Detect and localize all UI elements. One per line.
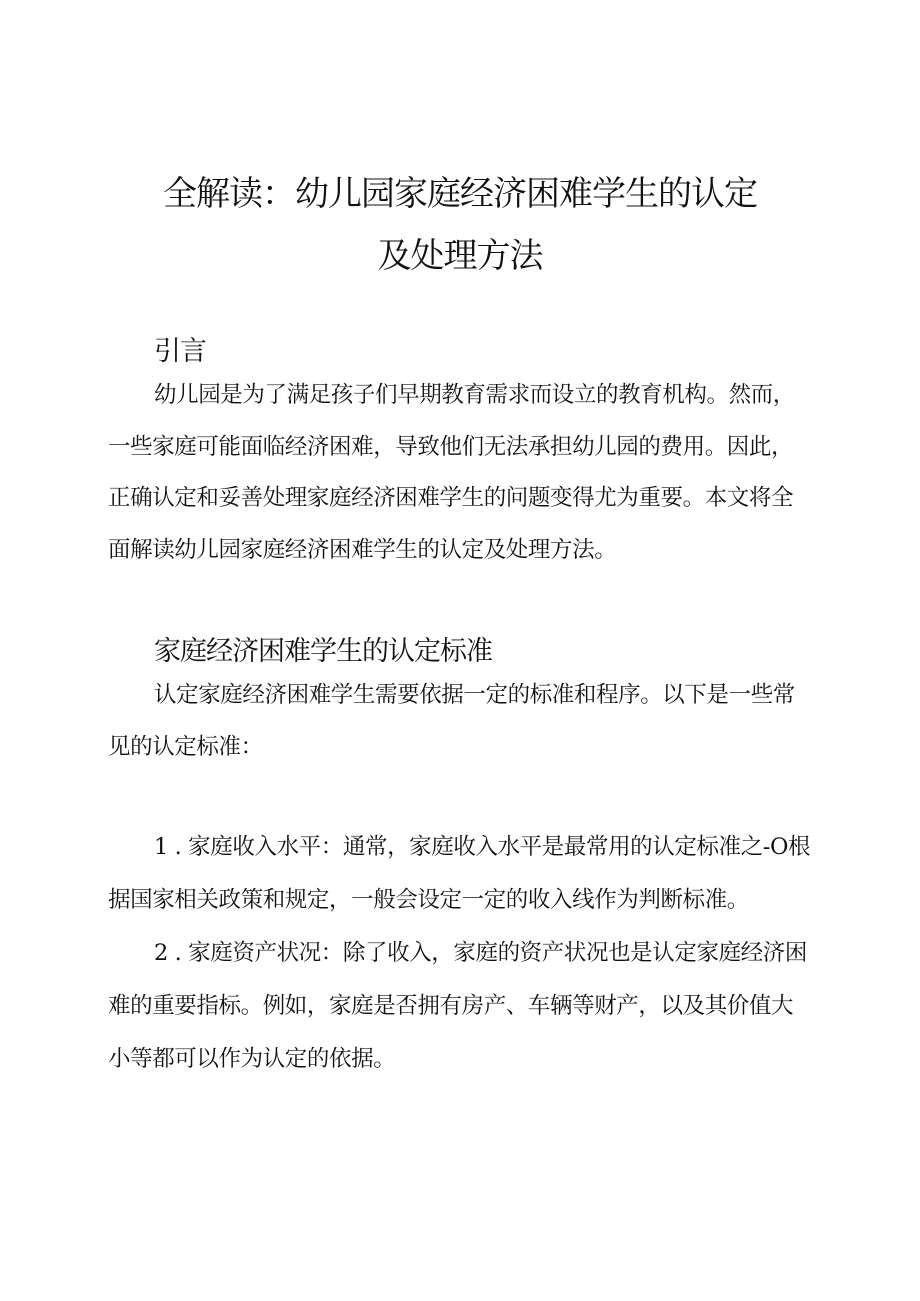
page-title-line-1: 全解读：幼儿园家庭经济困难学生的认定 <box>163 174 757 214</box>
criteria-item-income: 1 . 家庭收入水平：通常，家庭收入水平是最常用的认定标准之-O根据国家相关政策和规定，一般会设定一定的收入线作为判断标准。 <box>108 834 811 913</box>
section-heading-criteria: 家庭经济困难学生的认定标准 <box>154 636 492 667</box>
section-heading-intro: 引言 <box>154 336 206 367</box>
intro-paragraph: 幼儿园是为了满足孩子们早期教育需求而设立的教育机构。然而，一些家庭可能面临经济困难，导致他们无法承担幼儿园的费用。因此，正确认定和妥善处理家庭经济困难学生的问题变得尤为重要。本文将全面解读幼儿园家庭经济困难学生的认定及处理方法。 <box>108 382 795 563</box>
page-title <box>108 0 812 287</box>
criteria-paragraph: 认定家庭经济困难学生需要依据一定的标准和程序。以下是一些常见的认定标准： <box>108 682 795 760</box>
criteria-item-assets: 2 . 家庭资产状况：除了收入，家庭的资产状况也是认定家庭经济困难的重要指标。例如，家庭是否拥有房产、车辆等财产，以及其价值大小等都可以作为认定的依据。 <box>108 940 807 1072</box>
page-title-line-2: 及处理方法 <box>377 236 543 276</box>
